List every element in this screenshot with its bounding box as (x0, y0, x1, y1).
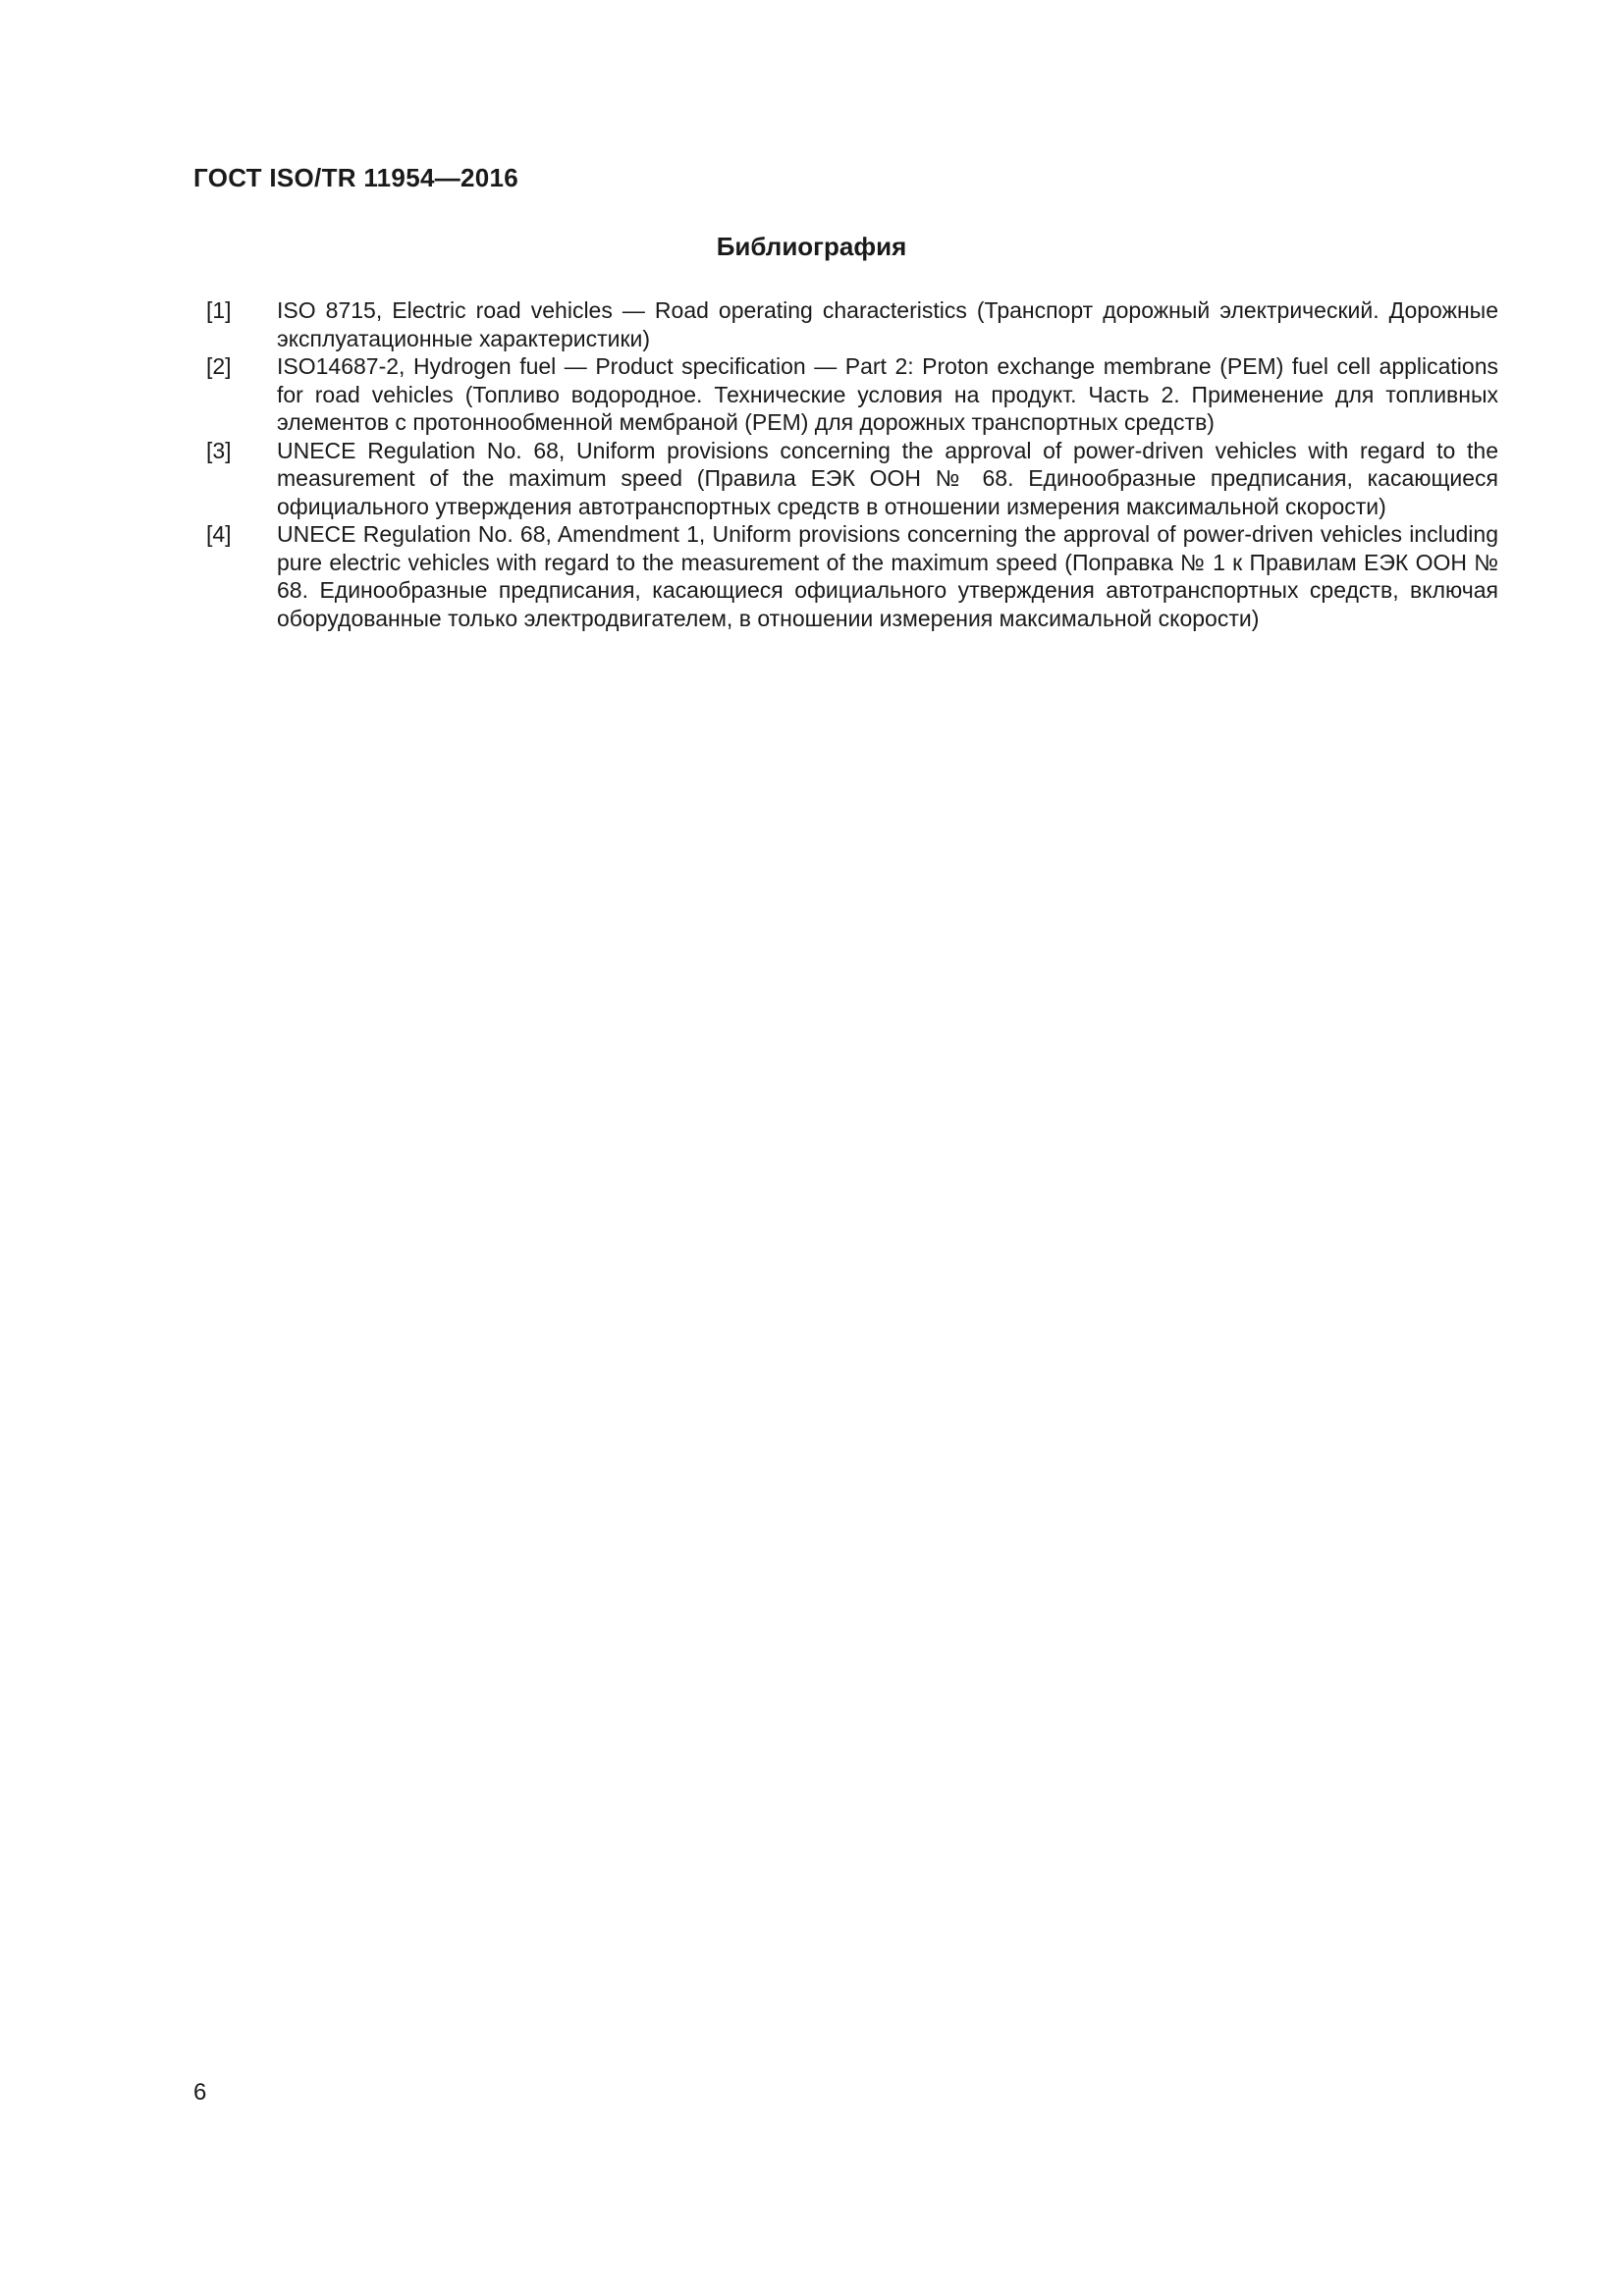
bibliography-entry (206, 296, 1498, 352)
bibliography-entry (206, 437, 1498, 521)
bibliography-entry-text: UNECE Regulation No. 68, Uniform provisions concerning the approval of power-driven vehicles with regard to the measurement of the maximum speed (Правила ЕЭК ООН № 68. Единообразные предписания, касающиеся официального утверждения автотранспортных средств в отношении измерения максимальной скорости) (277, 437, 1498, 519)
section-title: Библиография (716, 232, 907, 261)
bibliography-list (206, 296, 1498, 632)
bibliography-entry-number: [1] (206, 297, 232, 323)
bibliography-entry-text: ISO14687-2, Hydrogen fuel — Product specification — Part 2: Proton exchange membrane (PEM) fuel cell applications for road vehicles (Топливо водородное. Технические условия на продукт. Часть 2. Применение для топливных элементов с протоннообменной мембраной (PEM) для дорожных транспортных средств) (277, 353, 1498, 435)
bibliography-entry-number: [3] (206, 437, 232, 463)
bibliography-entry (206, 352, 1498, 437)
bibliography-entry-text: ISO 8715, Electric road vehicles — Road operating characteristics (Транспорт дорожный электрический. Дорожные эксплуатационные характеристики) (277, 297, 1498, 351)
bibliography-entry-text: UNECE Regulation No. 68, Amendment 1, Uniform provisions concerning the approval of power-driven vehicles including pure electric vehicles with regard to the measurement of the maximum speed (Поправка № 1 к Правилам ЕЭК ООН № 68. Единообразные предписания, касающиеся официального утверждения автотранспортных средств, включая оборудованные только электродвигателем, в отношении измерения максимальной скорости) (277, 521, 1498, 631)
bibliography-entry (206, 520, 1498, 632)
bibliography-entry-number: [4] (206, 521, 232, 547)
document-header: ГОСТ ISO/TR 11954—2016 (193, 163, 519, 192)
bibliography-entry-number: [2] (206, 353, 232, 379)
page-number: 6 (193, 2079, 207, 2106)
